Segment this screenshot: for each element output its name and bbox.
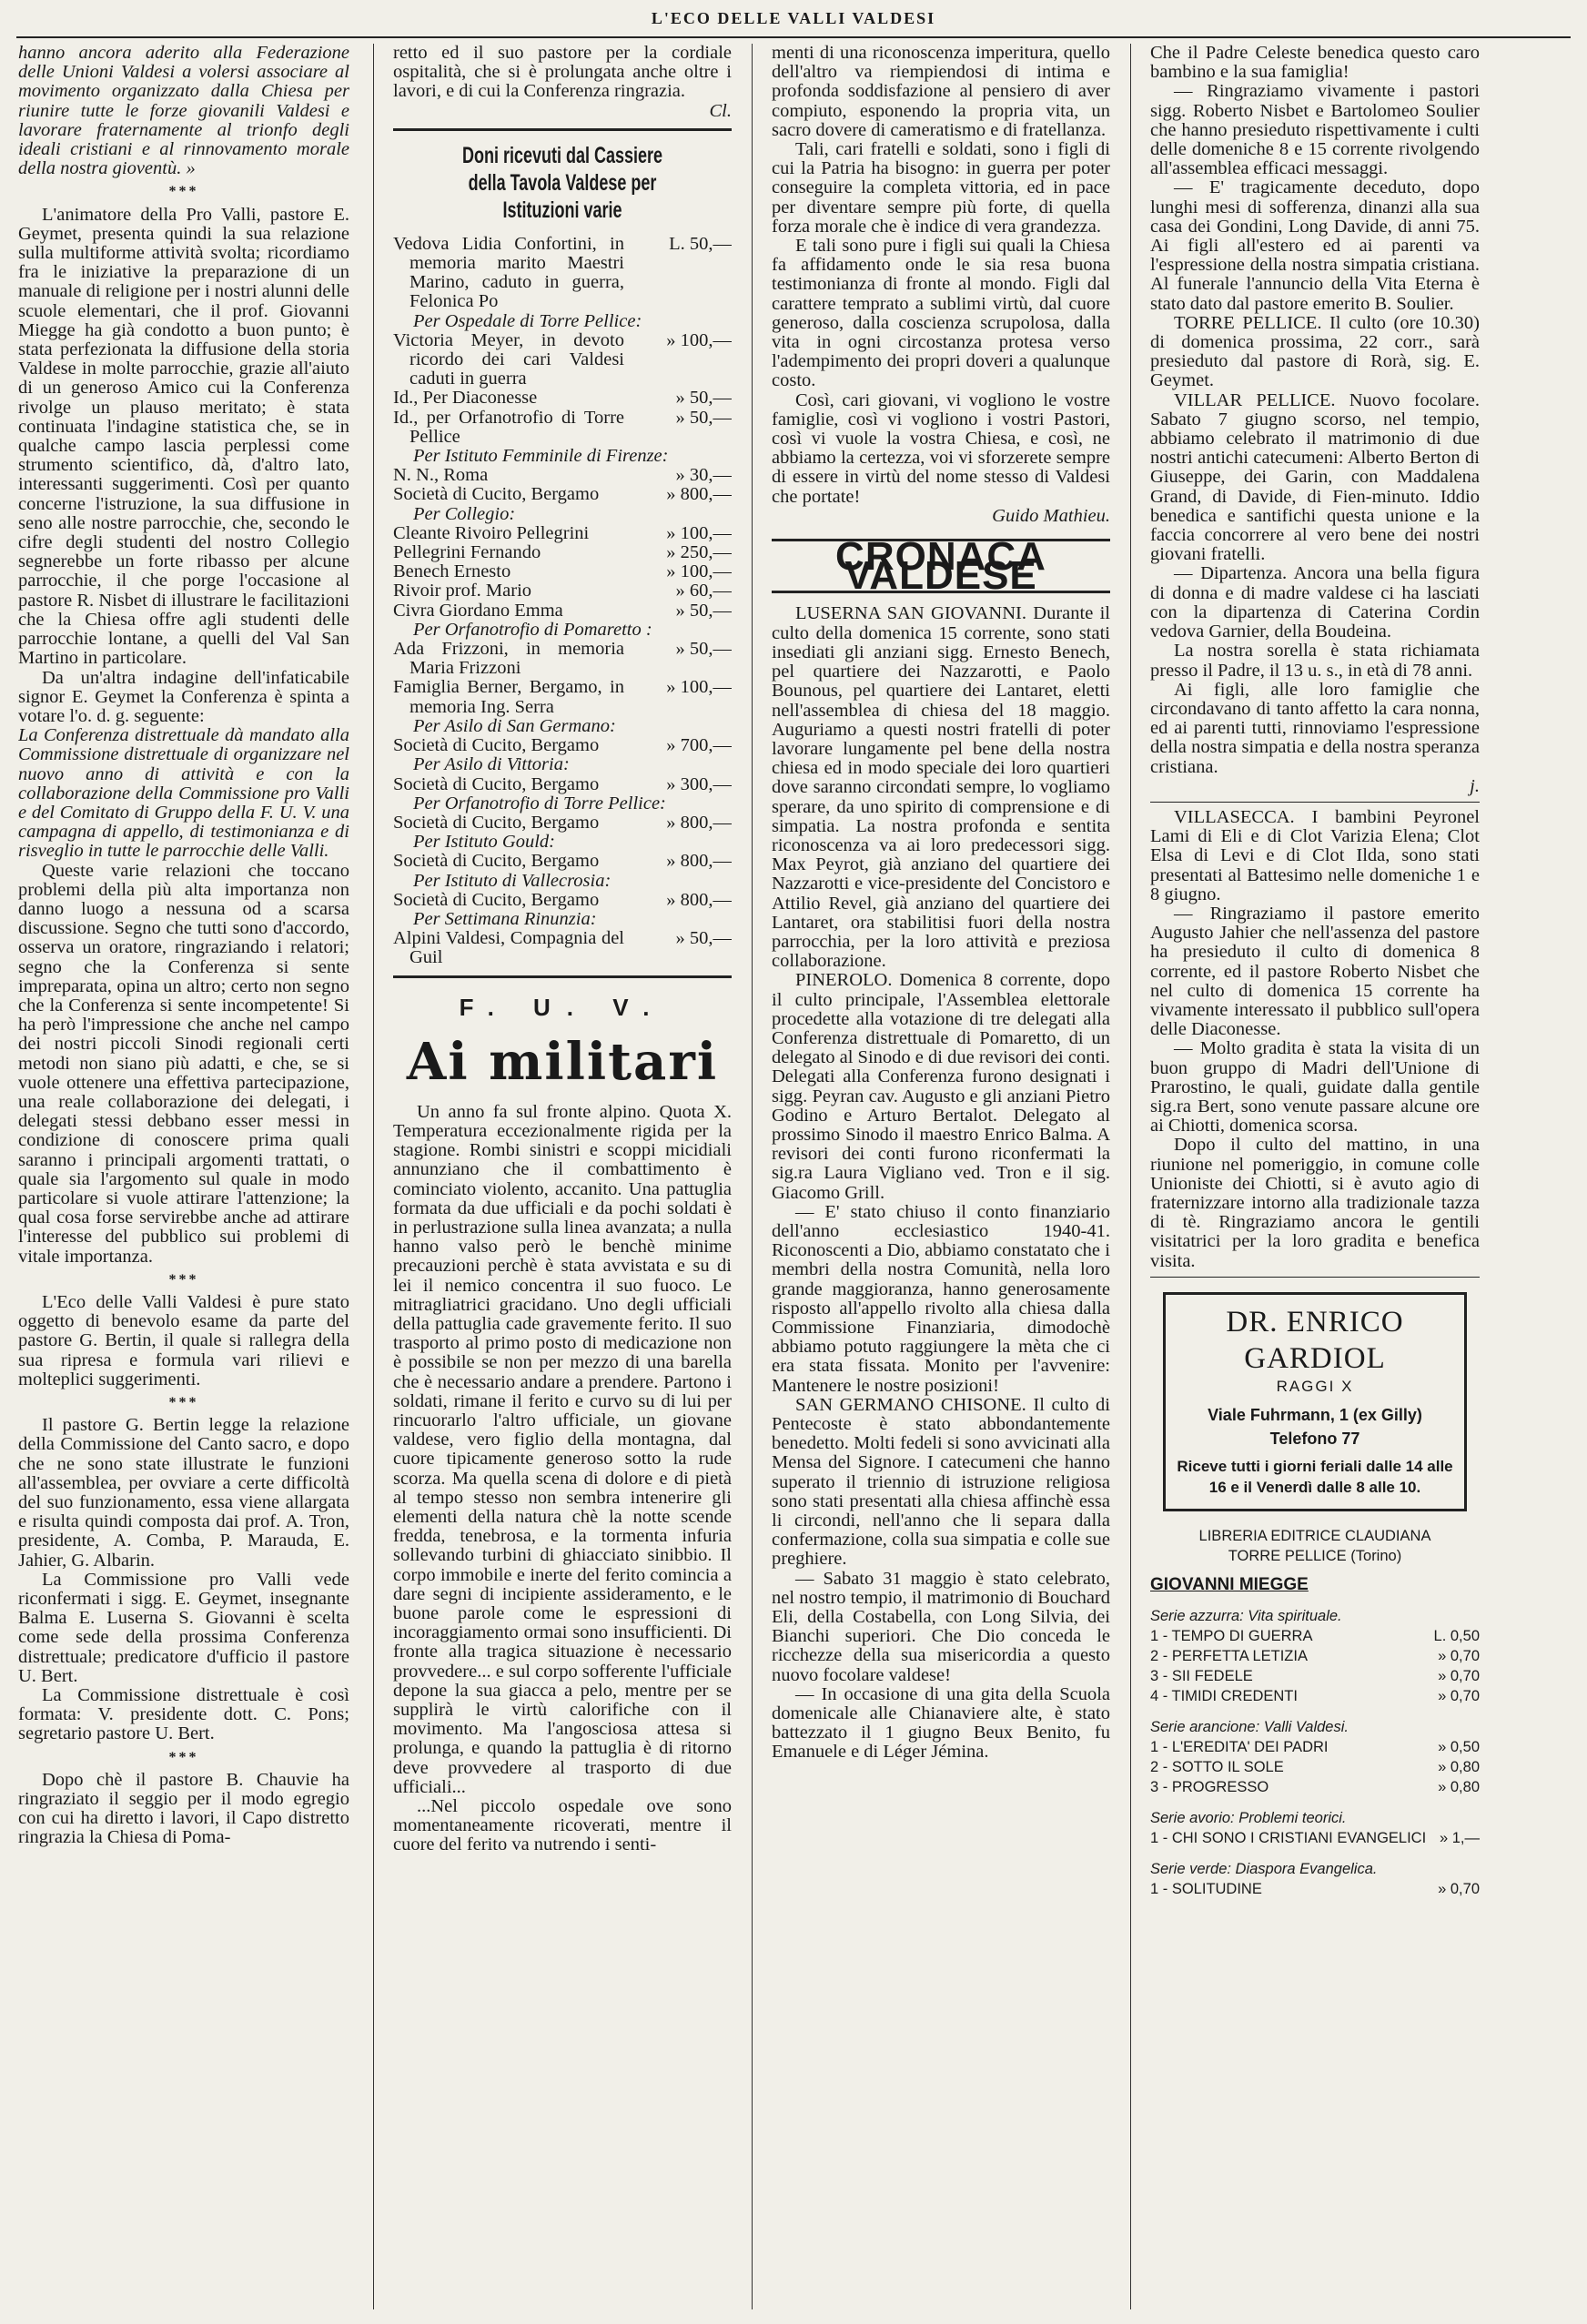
donation-row: Id., per Orfanotrofio di Torre Pellice » 50,— — [393, 407, 732, 447]
book-row: 2 - PERFETTA LETIZIA » 0,70 — [1150, 1648, 1480, 1664]
section-rule — [393, 128, 732, 131]
donation-row: Ada Frizzoni, in memoria Maria Frizzoni » 50,— — [393, 639, 732, 679]
signature: Guido Mathieu. — [992, 505, 1110, 526]
doctor-ad — [1163, 1292, 1467, 1511]
series-label: Serie avorio: Problemi teorici. — [1150, 1810, 1347, 1826]
donation-row: Cleante Rivoiro Pellegrini » 100,— — [393, 522, 732, 543]
donation-category: Per Settimana Rinunzia: — [413, 908, 597, 929]
donation-row: Victoria Meyer, in devoto ricordo dei cari Valdesi caduti in guerra » 100,— — [393, 329, 732, 389]
book-row: 4 - TIMIDI CREDENTI » 0,70 — [1150, 1688, 1480, 1704]
donation-category: Per Asilo di San Germano: — [413, 715, 616, 736]
paragraph: TORRE PELLICE. Il culto (ore 10.30) di domenica prossima, 22 corr., sarà presieduto dal pastore di Rorà, sig. E. Geymet. — [1150, 312, 1480, 391]
column-divider — [1130, 44, 1131, 2309]
donation-row: Pellegrini Fernando » 250,— — [393, 542, 732, 563]
intro-italic: hanno ancora aderito alla Federazione delle Unioni Valdesi a volersi associare al movimento organizzato dalla Chiesa per riunire tutte le forze giovanili Valdesi e lavorare fraternamente al trionfo degli ideali cristiani e al rinnovamento morale della nostra gioventù. » — [18, 44, 349, 179]
donation-category: Per Collegio: — [413, 503, 516, 524]
donation-row: Vedova Lidia Confortini, in memoria marito Maestri Marino, caduto in guerra, Felonica Po L. 50,— — [393, 233, 732, 312]
paragraph: Così, cari giovani, vi vogliono le vostre famiglie, così vi vogliono i vostri Pastori, così vi vuole la vostra Chiesa, e così, ne abbiamo la certezza, voi vi sforzerete sempre di essere in virtù del nome stesso di Valdesi che portate! — [772, 389, 1110, 507]
donation-row: Società di Cucito, Bergamo » 800,— — [393, 889, 732, 910]
book-row: 1 - SOLITUDINE » 0,70 — [1150, 1881, 1480, 1897]
separator: *** — [168, 1749, 199, 1765]
paragraph: SAN GERMANO CHISONE. Il culto di Pentecoste è stato abbondantemente benedetto. Molti fedeli si sono avvicinati alla Mensa del Signore. I catecumeni che hanno superato il triennio di istruzione religiosa sono stati presentati alla chiesa affinchè essa li circondi, nell'anno che li separa dalla confermazione, colla sua simpatia e colle sue preghiere. — [772, 1394, 1110, 1570]
paragraph: — E' tragicamente deceduto, dopo lunghi mesi di sofferenza, dinanzi alla sua casa dei Gondini, Long Davide, di anni 75. Ai figli all'estero ed ai parenti va l'espressione della nostra simpatia cristiana. Al funerale l'annuncio della Vita Eterna è stato dato dal pastore emerito B. Soulier. — [1150, 177, 1480, 314]
paragraph: La Commissione distrettuale è così formata: V. presidente dott. C. Pons; segretario pastore U. Bert. — [18, 1685, 349, 1744]
donation-row: Id., Per Diaconesse » 50,— — [393, 388, 732, 409]
paragraph: E tali sono pure i figli sui quali la Chiesa fa affidamento onde le sia resa buona testimonianza di fronte al mondo. Figli dal carattere temprato a sublimi virtù, dal cuore generoso, dalla coscienza scrupolosa, dalla vita in ogni circostanza protesa verso l'adempimento dei propri doveri a qualunque costo. — [772, 236, 1110, 391]
book-row: 1 - CHI SONO I CRISTIANI EVANGELICI » 1,— — [1150, 1830, 1480, 1846]
series-label: Serie verde: Diaspora Evangelica. — [1150, 1861, 1378, 1877]
section-rule — [393, 975, 732, 978]
donations-title-line2: della Tavola Valdese per Istituzioni varie — [468, 169, 657, 223]
donation-row: N. N., Roma » 30,— — [393, 465, 732, 486]
paragraph: La nostra sorella è stata richiamata presso il Padre, il 13 u. s., in età di 78 anni. — [1150, 641, 1480, 681]
paragraph: Da un'altra indagine dell'infaticabile signor E. Geymet la Conferenza è spinta a votare l'o. d. g. seguente: — [18, 667, 349, 726]
paragraph: L'animatore della Pro Valli, pastore E. Geymet, presenta quindi la sua relazione sulla multiforme attività svolta; ricordiamo fra le iniziative la preparazione di un manuale di religione per i nostri alunni delle scuole elementari, che il prof. Giovanni Miegge ha già condotto a buon punto; è stata perfezionata la diffusione della storia Valdese in molte parrocchie, grazie all'aiuto di un generoso Amico cui la Conferenza rivolge un plauso meritato; è stata continuata l'indagine statistica che, se in qualche campo lascia perplessi come strumento scientifico, dà, d'altro lato, interessanti suggerimenti. Così per quanto concerne l'istruzione, la sua diffusione in seno alle nostre parrocchie, che, secondo le cifre degli studenti del nostro Collegio segnerebbe un forte ribasso per alcune parrocchie, il che porge l'occasione al pastore R. Nisbet di illustrare le facilitazioni che la Chiesa offre agli studenti delle parrocchie lontane, a quelli del Val San Martino in particolare. — [18, 204, 349, 669]
donations-list — [393, 235, 732, 968]
donation-row: Rivoir prof. Mario » 60,— — [393, 581, 732, 601]
donation-category: Per Istituto Femminile di Firenze: — [413, 446, 669, 467]
donation-row: Società di Cucito, Bergamo » 800,— — [393, 484, 732, 505]
paragraph: Il pastore G. Bertin legge la relazione della Commissione del Canto sacro, e dopo che ne sono state illustrate le funzioni all'assemblea, per ovviare a certe difficoltà del suo funzionamento, essa viene allargata e risulta quindi composta dai prof. A. Tron, presidente, A. Comba, P. Marauda, E. Jahier, G. Albarin. — [18, 1415, 349, 1571]
donation-row: Civra Giordano Emma » 50,— — [393, 600, 732, 621]
paragraph-italic: La Conferenza distrettuale dà mandato alla Commissione distrettuale di organizzare nel nuovo anno di attività e con la collaborazione della Commissione pro Valli e del Comitato di Gruppo della F. U. V. una campagna di appello, di testimonianza e di risveglio in tutte le parrocchie delle Valli. — [18, 725, 349, 862]
book-row: 2 - SOTTO IL SOLE » 0,80 — [1150, 1759, 1480, 1775]
donation-row: Società di Cucito, Bergamo » 800,— — [393, 851, 732, 872]
ad-address: Viale Fuhrmann, 1 (ex Gilly) — [1208, 1406, 1422, 1424]
donation-category: Per Ospedale di Torre Pellice: — [413, 310, 642, 331]
paragraph: VILLAR PELLICE. Nuovo focolare. Sabato 7 giugno scorso, nel tempio, abbiamo celebrato il matrimonio di due nostri antichi catecumeni: Alberto Berton di Giuseppe, dei Garin, con Maddalena Grand, di Davide, di Fien-minuto. Iddio benedica e santifichi questa unione e la faccia concorrere al vero bene dei nostri giovani fratelli. — [1150, 389, 1480, 565]
paragraph: — Ringraziamo vivamente i pastori sigg. Roberto Nisbet e Bartolomeo Soulier che hanno presieduto rispettivamente i culti delle domeniche 8 e 15 corrente rivolgendo all'assemblea efficaci messaggi. — [1150, 81, 1480, 179]
donation-row: Società di Cucito, Bergamo » 700,— — [393, 735, 732, 756]
paragraph: — E' stato chiuso il conto finanziario dell'anno ecclesiastico 1940-41. Riconoscenti a Dio, abbiamo constatato che i membri della nostra Comunità, nella loro grande maggioranza, hanno generosamente risposto all'appello rivolto alla chiesa dalla Commissione Finanziaria, dimodochè abbiamo potuto raggiungere la mèta che ci era stata fissata. Monito per l'avvenire: Mantenere le nostre posizioni! — [772, 1201, 1110, 1396]
separator: *** — [168, 1395, 199, 1411]
paragraph: — Sabato 31 maggio è stato celebrato, nel nostro tempio, il matrimonio di Bouchard Eli, della Costabella, con Long Silvia, dei Bianchi superiori. Che Dio conceda le ricchezze della sua misericordia a questo nuovo focolare valdese! — [772, 1568, 1110, 1685]
donation-row: Famiglia Berner, Bergamo, in memoria Ing. Serra » 100,— — [393, 677, 732, 717]
bookshop-name: LIBRERIA EDITRICE CLAUDIANA — [1198, 1528, 1431, 1544]
paragraph: — Molto gradita è stata la visita di un buon gruppo di Madri dell'Unione di Prarostino, le quali, guidate dalla gentile sig.ra Bert, sono venute passare alcune ore ai Chiotti, domenica scorsa. — [1150, 1038, 1480, 1137]
book-row: 3 - PROGRESSO » 0,80 — [1150, 1779, 1480, 1795]
column-1 — [18, 44, 349, 2309]
donation-category: Per Istituto di Vallecrosia: — [413, 870, 612, 891]
paragraph: Dopo chè il pastore B. Chauvie ha ringraziato il seggio per il modo egregio con cui ha diretto i lavori, il Capo distretto ringrazia la Chiesa di Poma- — [18, 1769, 349, 1848]
paragraph: La Commissione pro Valli vede riconfermati i sigg. E. Geymet, insegnante Balma E. Luserna S. Giovanni è scelta come sede della prossima Conferenza distrettuale; predicatore d'ufficio il pastore U. Bert. — [18, 1569, 349, 1686]
masthead-rule — [16, 36, 1571, 38]
donation-row: Società di Cucito, Bergamo » 300,— — [393, 773, 732, 794]
bookshop-city: TORRE PELLICE (Torino) — [1228, 1548, 1402, 1564]
donation-category: Per Asilo di Vittoria: — [413, 754, 570, 775]
donation-category: Per Orfanotrofio di Pomaretto : — [413, 619, 652, 640]
paragraph: — Dipartenza. Ancora una bella figura di donna e di madre valdese ci ha lasciati con la dipartenza di Caterina Cordin vedova Garnier, della Boudeina. — [1150, 563, 1480, 642]
ai-militari-heading: Ai militari — [406, 1031, 719, 1092]
paragraph: Che il Padre Celeste benedica questo caro bambino e la sua famiglia! — [1150, 44, 1480, 83]
signature: Cl. — [709, 100, 732, 121]
paragraph: Queste varie relazioni che toccano problemi della più alta importanza non danno luogo a nessuna od a scarsa discussione. Segno che tutti sono d'accordo, osserva un oratore, ringraziando i relatori; segno che la Conferenza si sente impreparata, opina un altro; certo non segno che la Conferenza si sente incompetente! Si ha però l'impressione che anche nel campo dei nostri piccoli Sinodi regionali certi metodi non siano più adatti, e che, se si vuole ottenere una effettiva partecipazione, una reale collaborazione dei delegati, i delegati stessi debbano esser messi in condizione di conoscere prima quali saranno i principali argomenti trattati, o quale sia l'argomento sul quale in modo particolare si vuole attirare l'attenzione; la qual cosa forse servirebbe anche ad attirare l'interesse del pubblico sui problemi di vitale importanza. — [18, 860, 349, 1267]
paragraph: — Ringraziamo il pastore emerito Augusto Jahier che nell'assenza del pastore ha presieduto il culto di domenica 8 corrente, ed il pastore Roberto Nisbet che nel culto di domenica 15 corrente ha vivamente interessato il pubblico sull'opera delle Diaconesse. — [1150, 903, 1480, 1040]
separator: *** — [168, 184, 199, 200]
ad-subtitle: RAGGI X — [1276, 1377, 1354, 1395]
paragraph: Tali, cari fratelli e soldati, sono i figli di cui la Patria ha bisogno: in guerra per poter conseguire la completa vittoria, ed in pace per diventare sempre più forte, di quella forza morale che è indice di vera grandezza. — [772, 139, 1110, 237]
paragraph: L'Eco delle Valli Valdesi è pure stato oggetto di benevolo esame da parte del pastore G. Bertin, il quale si rallegra della sua ripresa e formula vari rilievi e molteplici suggerimenti. — [18, 1292, 349, 1389]
column-2 — [393, 44, 732, 2309]
author-name: GIOVANNI MIEGGE — [1150, 1575, 1309, 1594]
donations-heading — [440, 142, 684, 224]
signature: j. — [1470, 775, 1480, 796]
paragraph: — In occasione di una gita della Scuola domenicale alle Chianaviere alte, è stato battezzato il 1 giugno Beux Benito, fu Emanuele e di Léger Jémina. — [772, 1683, 1110, 1763]
masthead: L'ECO DELLE VALLI VALDESI — [651, 9, 936, 27]
paragraph: Dopo il culto del mattino, in una riunione nel pomeriggio, in comune colle Unioniste dei Chiotti, si è avuto agio di fraternizzare intorno alla tradizionale tazza di tè. Ringraziamo ancora le gentili visitatrici per la loro gradita e benefica visita. — [1150, 1135, 1480, 1271]
paragraph: Ai figli, alle loro famiglie che circondavano di tanto affetto la cara nonna, ed ai parenti tutti, rinnoviamo l'espressione della nostra simpatia e della nostra speranza cristiana. — [1150, 679, 1480, 777]
column-divider — [752, 44, 753, 2309]
column-divider — [373, 44, 374, 2309]
paragraph: Un anno fa sul fronte alpino. Quota X. Temperatura eccezionalmente rigida per la stagione. Rombi sinistri e scoppi micidiali annunziano che il combattimento è cominciato violento, accanito. Una pattuglia formata da due ufficiali e da pochi soldati è in perlustrazione sulla linea avanzata; a nulla hanno valso però le benchè minime precauzioni perchè è stata avvistata e su di lei il nemico concentra il suo fuoco. Le mitragliatrici gracidano. Uno degli ufficiali della pattuglia cade gravemente ferito. Il suo trasporto al primo posto di medicazione non è possibile se non per mezzo di una barella che è necessario andare a prendere. Partono i soldati, rimane il ferito e curvo su di lui per rincuorarlo l'altro ufficiale, un giovane valdese, vero figlio della montagna, dal cuore tipicamente generoso sotto la rude scorza. Ma quella scena di dolore e di pietà al tempo stesso non sembra intenerire gli elementi della natura chè la notte scende fredda, tenebrosa, e la tormenta infuria sollevando turbini di ghiacciato sinibbio. Il corpo immobile e inerte del ferito comincia a dare segni di incipiente assideramento, e le buone parole come le espressioni di incoraggiamento ormai sono insufficienti. Di fronte alla tragica situazione è necessario provvedere... e sul corpo sofferente l'ufficiale depone la sua giacca a pelo, mentre per se supplirà le virtù calorifiche con il movimento. Ma l'angosciosa attesa si prolunga, e quando la pattuglia è di ritorno deve provvedere al trasporto di due ufficiali... — [393, 1101, 732, 1797]
series-label: Serie azzurra: Vita spirituale. — [1150, 1608, 1342, 1624]
ad-name: DR. ENRICO GARDIOL — [1226, 1305, 1404, 1375]
paragraph: VILLASECCA. I bambini Peyronel Lami di Eli e di Clot Varizia Elena; Clot Elsa di Levi e di Clot Ilda, sono stati presentati al Battesimo nelle domeniche 1 e 8 giugno. — [1150, 806, 1480, 904]
paragraph: LUSERNA SAN GIOVANNI. Durante il culto della domenica 15 corrente, sono stati insediati gli anziani sigg. Ernesto Benech, pel quartiere dei Nazzarotti, e Paolo Bounous, pel quartiere dei Lantaret, eletti nell'assemblea di chiesa del 18 maggio. Auguriamo a questi nostri fratelli di poter lavorare lungamente pel bene della nostra chiesa ed in modo speciale dei loro quartieri dove saranno circondati sempre, lo vogliamo sperare, da uno spirito di comprensione e di simpatia. La nostra profonda e sentita riconoscenza va ai loro predecessori sigg. Max Peyrot, già anziano del quartiere dei Nazzarotti e vice-presidente del Concistoro e Attilio Revel, già anziano del quartiere dei Lantaret, ora stabilitisi fuori della nostra parrocchia, per la loro attività e preziosa collaborazione. — [772, 603, 1110, 972]
bookshop-ad — [1150, 1526, 1480, 1899]
donation-category: Per Orfanotrofio di Torre Pellice: — [413, 793, 666, 813]
donations-title-line1: Doni ricevuti dal Cassiere — [461, 142, 663, 168]
book-row: 3 - SII FEDELE » 0,70 — [1150, 1668, 1480, 1684]
ad-hours: Riceve tutti i giorni feriali dalle 14 alle 16 e il Venerdì dalle 8 alle 10. — [1177, 1458, 1453, 1496]
paragraph: retto ed il suo pastore per la cordiale ospitalità, che si è prolungata anche oltre i lavori, e di cui la Conferenza ringrazia. — [393, 44, 732, 102]
cronaca-valdese-heading: CRONACA VALDESE — [772, 539, 1110, 593]
column-3 — [772, 44, 1110, 2309]
paragraph: menti di una riconoscenza imperitura, quello dell'altro va riempiendosi di intima e profonda soddisfazione al pensiero di aver compiuto, esponendo la propria vita, un sacro dovere di cameratismo e di fratellanza. — [772, 44, 1110, 140]
donation-category: Per Istituto Gould: — [413, 832, 556, 853]
separator: *** — [168, 1271, 199, 1288]
paragraph: PINEROLO. Domenica 8 corrente, dopo il culto principale, l'Assemblea elettorale procedette alla votazione di tre delegati alla Conferenza distrettuale di Pomaretto, di un delegato al Sinodo e di due revisori dei conti. Delegati alla Conferenza furono designati i sigg. Peyran cav. Augusto e gli anziani Pietro Godino e Arturo Bertalot. Delegato al prossimo Sinodo il maestro Enrico Balma. A revisori dei conti furono riconfermati la sig.ra Laura Vigliano ved. Tron e il sig. Giacomo Grill. — [772, 970, 1110, 1203]
donation-row: Società di Cucito, Bergamo » 800,— — [393, 812, 732, 833]
donation-row: Alpini Valdesi, Compagnia del Guil » 50,— — [393, 928, 732, 968]
section-rule — [1150, 802, 1480, 803]
book-row: 1 - L'EREDITA' DEI PADRI » 0,50 — [1150, 1739, 1480, 1755]
ad-phone: Telefono 77 — [1269, 1430, 1360, 1448]
series-label: Serie arancione: Valli Valdesi. — [1150, 1719, 1349, 1735]
donation-row: Benech Ernesto » 100,— — [393, 561, 732, 582]
fuv-heading: F. U. V. — [459, 993, 666, 1021]
book-row: 1 - TEMPO DI GUERRA L. 0,50 — [1150, 1628, 1480, 1644]
column-4 — [1150, 44, 1480, 2309]
section-rule — [1150, 1277, 1480, 1278]
paragraph: ...Nel piccolo ospedale ove sono momentaneamente ricoverati, mentre il cuore del ferito va nutrendo i senti- — [393, 1796, 732, 1855]
